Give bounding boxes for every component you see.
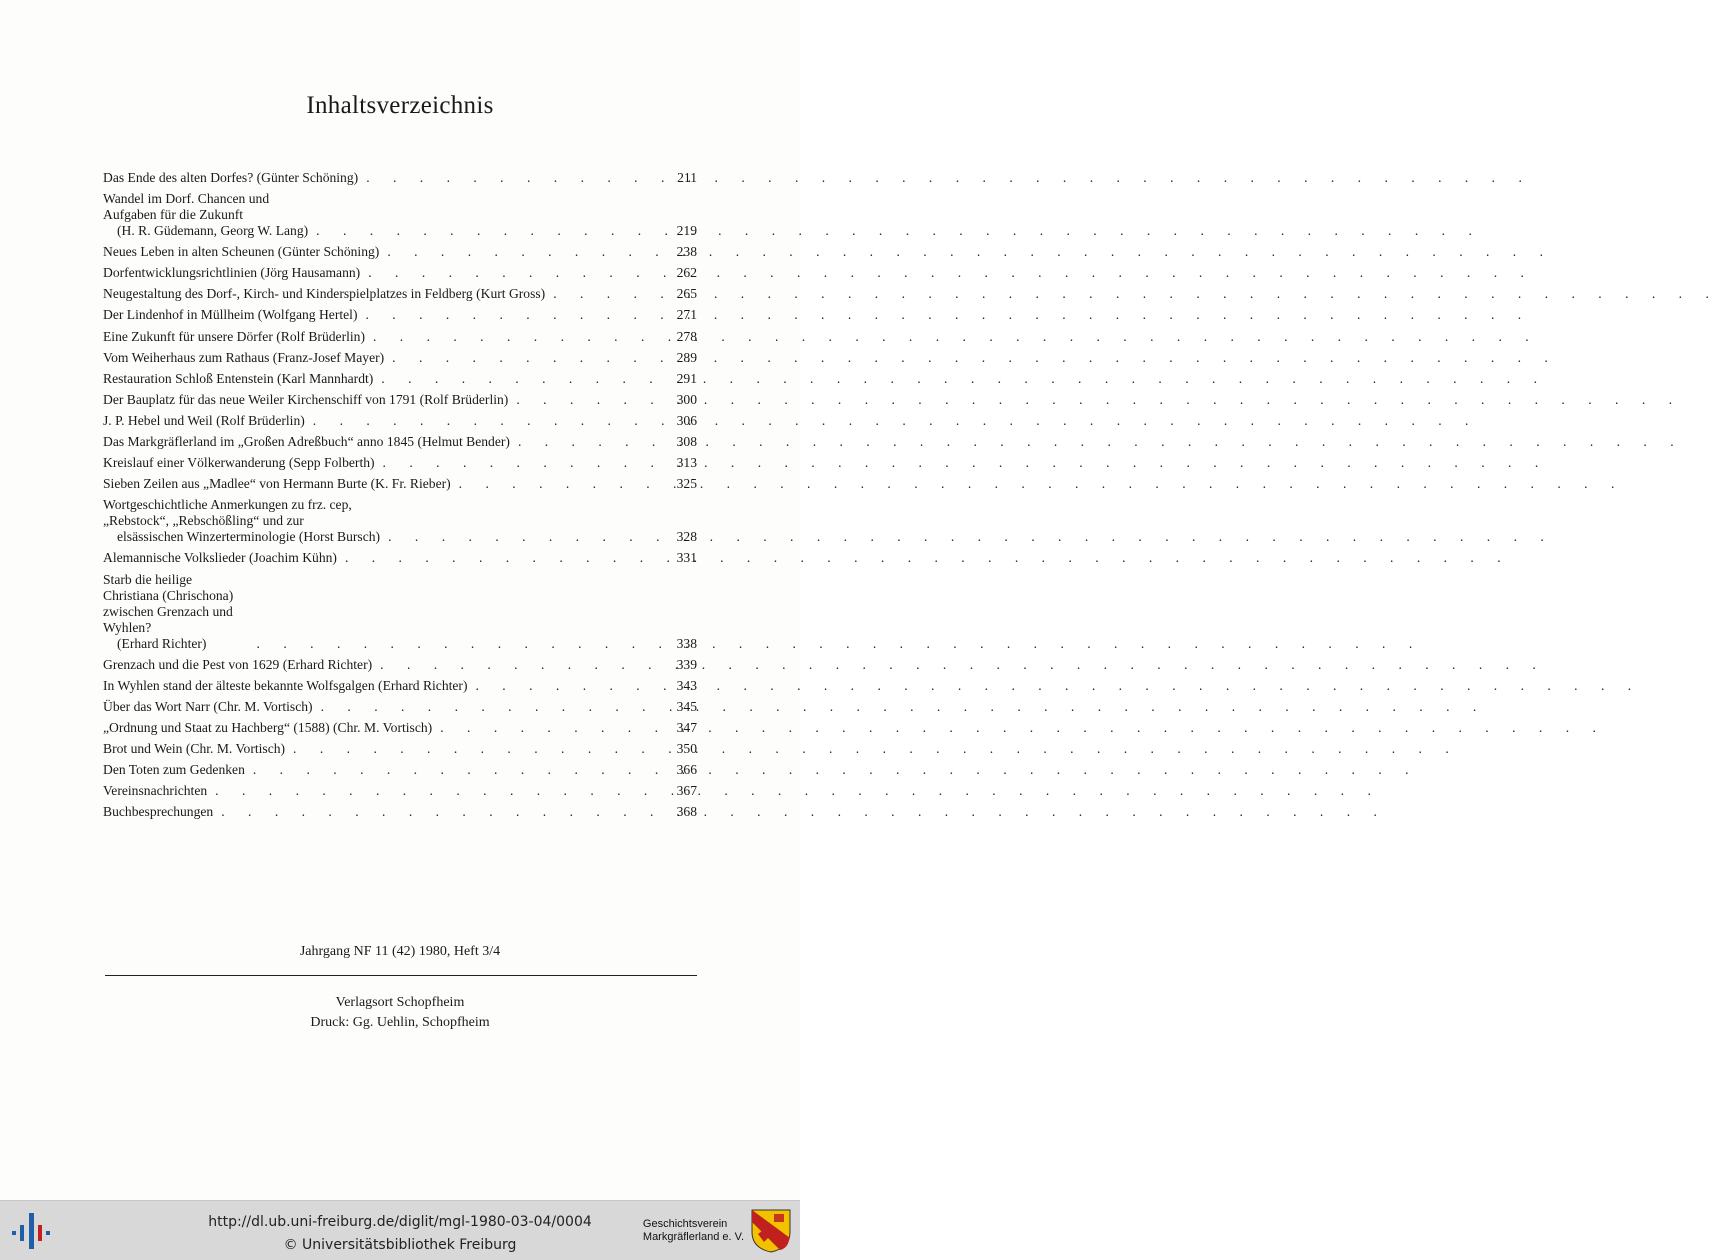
toc-entry-page-number: 306 [676, 412, 697, 428]
toc-entry[interactable] [103, 434, 697, 450]
table-of-contents [103, 170, 697, 825]
publisher-place: Verlagsort Schopfheim [335, 995, 465, 1010]
toc-entry-title-line1: Vom Weiherhaus zum Rathaus (Franz-Josef Mayer) [103, 349, 385, 365]
toc-entry-title-line1: Buchbesprechungen [103, 804, 214, 820]
toc-entry[interactable] [103, 371, 697, 387]
toc-entry-title-line1: Wortgeschichtliche Anmerkungen zu frz. cep, „Rebstock“, „Rebschößling“ und zur [103, 497, 352, 529]
dot-leader [432, 720, 673, 736]
dot-leader [384, 350, 673, 366]
toc-entry-page-number: 289 [676, 349, 697, 365]
toc-entry[interactable] [103, 657, 697, 673]
toc-entry[interactable] [103, 413, 697, 429]
dot-leader [510, 434, 673, 450]
toc-entry-title [103, 720, 432, 736]
toc-entry-page-number: 308 [676, 434, 697, 450]
toc-entry-title-line1: „Ordnung und Staat zu Hachberg“ (1588) (Chr. M. Vortisch) [103, 719, 433, 735]
toc-entry-title [103, 804, 213, 820]
toc-entry-title-line1: Den Toten zum Gedenken [103, 762, 245, 778]
toc-entry-title-line2: elsässischen Winzerterminologie (Horst Bursch) [117, 529, 381, 545]
toc-entry-title [103, 678, 468, 694]
toc-entry-title [103, 762, 245, 778]
toc-entry[interactable] [103, 550, 697, 566]
dot-leader [545, 286, 673, 302]
dot-leader [508, 392, 673, 408]
toc-entry-title-line1: Das Ende des alten Dorfes? (Günter Schöning) [103, 170, 359, 185]
toc-entry-title [103, 307, 357, 323]
toc-entry-title-line1: Kreislauf einer Völkerwanderung (Sepp Folberth) [103, 455, 375, 471]
toc-entry-page-number: 366 [676, 762, 697, 778]
page-title: Inhaltsverzeichnis [306, 92, 494, 119]
toc-entry[interactable] [103, 170, 697, 186]
toc-entry-title [103, 265, 360, 281]
toc-entry-title-line1: Das Markgräflerland im „Großen Adreßbuch“ anno 1845 (Helmut Bender) [103, 434, 510, 450]
society-name [643, 1218, 744, 1244]
toc-entry[interactable] [103, 476, 697, 492]
toc-entry-title [103, 550, 337, 566]
dot-leader [207, 783, 673, 799]
toc-entry-page-number: 219 [676, 223, 697, 239]
dot-leader [365, 329, 673, 345]
toc-entry-page-number: 325 [676, 476, 697, 492]
toc-entry-title [103, 413, 305, 429]
toc-entry-title [103, 783, 207, 799]
dot-leader [380, 529, 673, 545]
toc-entry[interactable] [103, 572, 697, 652]
toc-entry-title-line1: Über das Wort Narr (Chr. M. Vortisch) [103, 698, 313, 714]
dot-leader [313, 699, 673, 715]
society-name-line1: Geschichtsverein [642, 1218, 728, 1230]
toc-entry-title [103, 350, 384, 366]
toc-entry-page-number: 328 [676, 529, 697, 545]
toc-entry[interactable] [103, 720, 697, 736]
toc-entry-title [103, 741, 285, 757]
toc-entry-title [103, 191, 308, 239]
toc-entry-title-line1: Dorfentwicklungsrichtlinien (Jörg Hausamann) [103, 265, 361, 281]
imprint [0, 993, 800, 1033]
toc-entry-title-line1: Vereinsnachrichten [103, 783, 208, 799]
dot-leader [357, 307, 673, 323]
dot-leader [245, 762, 673, 778]
toc-entry-title-line1: Sieben Zeilen aus „Madlee“ von Hermann Burte (K. Fr. Rieber) [103, 476, 451, 492]
society-name-line2: Markgräflerland e. V. [642, 1231, 744, 1243]
toc-entry-title [103, 244, 379, 260]
toc-entry-title-line1: Restauration Schloß Entenstein (Karl Mannhardt) [103, 370, 374, 386]
dot-leader [305, 413, 673, 429]
toc-entry-title [103, 371, 373, 387]
dot-leader [468, 678, 674, 694]
dot-leader [213, 804, 673, 820]
toc-entry-page-number: 347 [676, 719, 697, 735]
ub-freiburg-logo-icon[interactable] [12, 1213, 50, 1249]
toc-entry-page-number: 291 [676, 370, 697, 386]
toc-entry-title [103, 476, 451, 492]
toc-entry-title-line1: Starb die heilige Christiana (Chrischona) zwischen Grenzach und Wyhlen? [103, 571, 234, 635]
printer-info: Druck: Gg. Uehlin, Schopfheim [310, 1015, 490, 1030]
toc-entry-page-number: 345 [676, 698, 697, 714]
dot-leader [379, 244, 673, 260]
toc-entry[interactable] [103, 329, 697, 345]
viewer-footer [0, 1200, 800, 1260]
permalink-url[interactable]: http://dl.ub.uni-freiburg.de/diglit/mgl-1980-03-04/0004 [208, 1214, 592, 1230]
toc-entry-title-line1: In Wyhlen stand der älteste bekannte Wolfsgalgen (Erhard Richter) [103, 677, 468, 693]
toc-entry-page-number: 211 [677, 170, 697, 185]
toc-entry[interactable] [103, 191, 697, 239]
toc-entry-title [103, 392, 508, 408]
toc-entry-page-number: 350 [676, 740, 697, 756]
toc-entry-title-line1: Neugestaltung des Dorf-, Kirch- und Kinderspielplatzes in Feldberg (Kurt Gross) [103, 286, 546, 302]
divider-rule [105, 975, 697, 976]
toc-entry[interactable] [103, 762, 697, 778]
toc-entry-page-number: 271 [676, 307, 697, 323]
volume-info: Jahrgang NF 11 (42) 1980, Heft 3/4 [299, 944, 501, 959]
toc-entry-page-number: 313 [676, 455, 697, 471]
toc-entry-title-line1: Eine Zukunft für unsere Dörfer (Rolf Brüderlin) [103, 328, 365, 344]
toc-entry-title [103, 434, 510, 450]
toc-entry[interactable] [103, 392, 697, 408]
dot-leader [337, 550, 673, 566]
toc-entry-title [103, 455, 375, 471]
toc-entry-title-line1: Der Lindenhof in Müllheim (Wolfgang Hertel) [103, 307, 358, 323]
toc-entry-page-number: 339 [676, 656, 697, 672]
toc-entry[interactable] [103, 286, 697, 302]
toc-entry-title-line1: Der Bauplatz für das neue Weiler Kirchenschiff von 1791 (Rolf Brüderlin) [103, 391, 509, 407]
dot-leader [358, 170, 673, 186]
toc-entry[interactable] [103, 497, 697, 545]
toc-entry-title [103, 657, 372, 673]
toc-entry-title-line1: J. P. Hebel und Weil (Rolf Brüderlin) [103, 412, 305, 428]
toc-entry-page-number: 265 [676, 286, 697, 302]
toc-entry-title-line1: Neues Leben in alten Scheunen (Günter Schöning) [103, 244, 380, 260]
toc-entry-page-number: 278 [676, 328, 697, 344]
toc-entry-title [103, 497, 380, 545]
toc-entry-page-number: 238 [676, 244, 697, 260]
toc-entry-title-line1: Wandel im Dorf. Chancen und Aufgaben für die Zukunft [103, 191, 270, 223]
toc-entry[interactable] [103, 804, 697, 820]
toc-entry[interactable] [103, 699, 697, 715]
toc-entry-title-line1: Brot und Wein (Chr. M. Vortisch) [103, 740, 286, 756]
dot-leader [373, 371, 673, 387]
toc-entry-title [103, 329, 365, 345]
toc-entry-title [103, 170, 358, 186]
toc-entry[interactable] [103, 307, 697, 323]
toc-entry-page-number: 300 [676, 391, 697, 407]
toc-entry[interactable] [103, 455, 697, 471]
dot-leader [308, 223, 673, 239]
toc-entry-page-number: 343 [676, 677, 697, 693]
copyright-text: © Universitätsbibliothek Freiburg [283, 1237, 517, 1253]
toc-entry[interactable] [103, 678, 697, 694]
dot-leader [360, 265, 673, 281]
dot-leader [451, 476, 673, 492]
toc-entry-page-number: 338 [676, 635, 697, 651]
toc-entry-title-line2: (Erhard Richter) [117, 635, 207, 651]
toc-entry-title-line2: (H. R. Güdemann, Georg W. Lang) [117, 223, 309, 239]
toc-entry-title-line1: Grenzach und die Pest von 1629 (Erhard Richter) [103, 656, 373, 672]
toc-entry-title-line1: Alemannische Volkslieder (Joachim Kühn) [103, 550, 337, 566]
dot-leader [375, 455, 673, 471]
toc-entry[interactable] [103, 783, 697, 799]
toc-entry-page-number: 262 [676, 265, 697, 281]
toc-entry-page-number: 367 [676, 783, 697, 799]
toc-entry[interactable] [103, 244, 697, 260]
toc-entry[interactable] [103, 350, 697, 366]
toc-entry-page-number: 331 [676, 550, 697, 566]
dot-leader [285, 741, 673, 757]
toc-entry-title [103, 286, 545, 302]
toc-entry-title [103, 572, 249, 652]
society-crest-icon[interactable] [750, 1208, 792, 1254]
document-page [0, 0, 800, 1200]
toc-entry[interactable] [103, 741, 697, 757]
dot-leader [249, 636, 673, 652]
toc-entry-page-number: 368 [676, 804, 697, 820]
toc-entry[interactable] [103, 265, 697, 281]
toc-entry-title [103, 699, 313, 715]
dot-leader [372, 657, 673, 673]
